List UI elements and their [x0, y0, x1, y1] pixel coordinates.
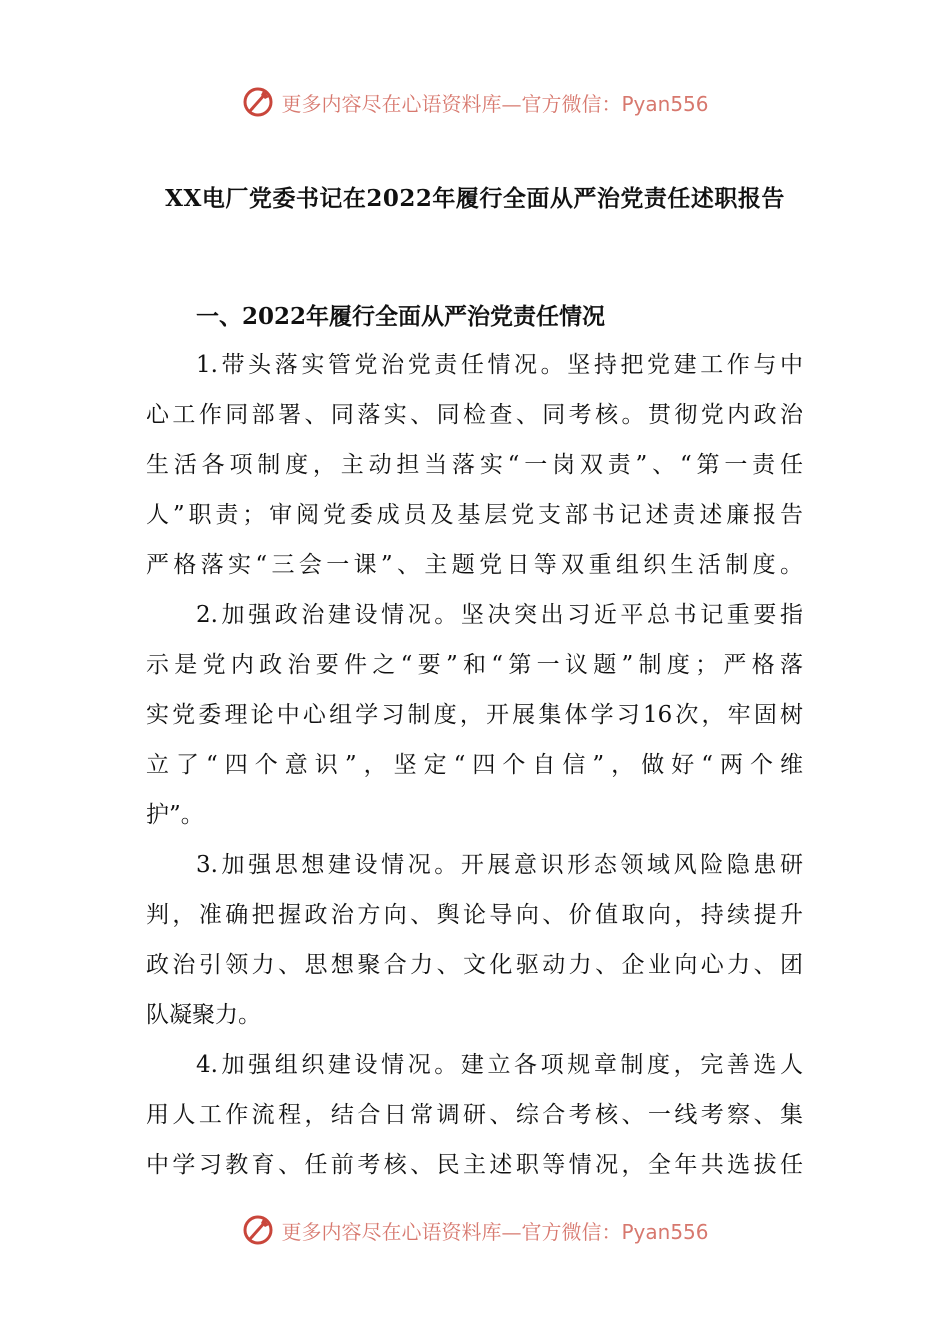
section-heading: 一、2022年履行全面从严治党责任情况 — [196, 303, 606, 330]
header-watermark — [0, 80, 950, 124]
paragraph-3-line-1: 3.加强思想建设情况。开展意识形态领域风险隐患研 — [196, 852, 803, 878]
watermark-text: 更多内容尽在心语资料库—官方微信：Pyan556 — [281, 91, 709, 116]
paragraph-2-line-4: 立了“四个意识”，坚定“四个自信”，做好“两个维 — [146, 752, 803, 778]
paragraph-1-line-1: 1.带头落实管党治党责任情况。坚持把党建工作与中 — [196, 352, 803, 378]
paragraph-2-line-1: 2.加强政治建设情况。坚决突出习近平总书记重要指 — [196, 602, 803, 628]
wechat-id: Pyan556 — [621, 1219, 709, 1244]
paragraph-4-line-1: 4.加强组织建设情况。建立各项规章制度，完善选人 — [196, 1052, 803, 1078]
paragraph-2-line-3: 实党委理论中心组学习制度，开展集体学习16次，牢固树 — [146, 702, 803, 728]
paragraph-1-line-2: 心工作同部署、同落实、同检查、同考核。贯彻党内政治 — [146, 402, 803, 428]
paragraph-2-line-2: 示是党内政治要件之“要”和“第一议题”制度；严格落 — [146, 652, 803, 678]
paragraph-2-line-5: 护”。 — [146, 802, 204, 828]
paragraph-1-line-4: 人”职责；审阅党委成员及基层党支部书记述责述廉报告 — [146, 502, 803, 528]
wechat-id: Pyan556 — [621, 91, 709, 116]
document-title: XX电厂党委书记在2022年履行全面从严治党责任述职报告 — [165, 185, 785, 212]
paragraph-3-line-3: 政治引领力、思想聚合力、文化驱动力、企业向心力、团 — [146, 952, 803, 978]
paragraph-4-line-3: 中学习教育、任前考核、民主述职等情况，全年共选拔任 — [146, 1152, 803, 1178]
paragraph-4-line-2: 用人工作流程，结合日常调研、综合考核、一线考察、集 — [146, 1102, 803, 1128]
pen-logo-icon — [241, 85, 275, 119]
paragraph-1-line-5: 严格落实“三会一课”、主题党日等双重组织生活制度。 — [146, 552, 803, 578]
paragraph-1-line-3: 生活各项制度，主动担当落实“一岗双责”、“第一责任 — [146, 452, 803, 478]
pen-logo-icon — [241, 1213, 275, 1247]
footer-watermark — [0, 1208, 950, 1252]
paragraph-3-line-2: 判，准确把握政治方向、舆论导向、价值取向，持续提升 — [146, 902, 803, 928]
watermark-text: 更多内容尽在心语资料库—官方微信：Pyan556 — [281, 1219, 709, 1244]
paragraph-3-line-4: 队凝聚力。 — [146, 1002, 261, 1028]
